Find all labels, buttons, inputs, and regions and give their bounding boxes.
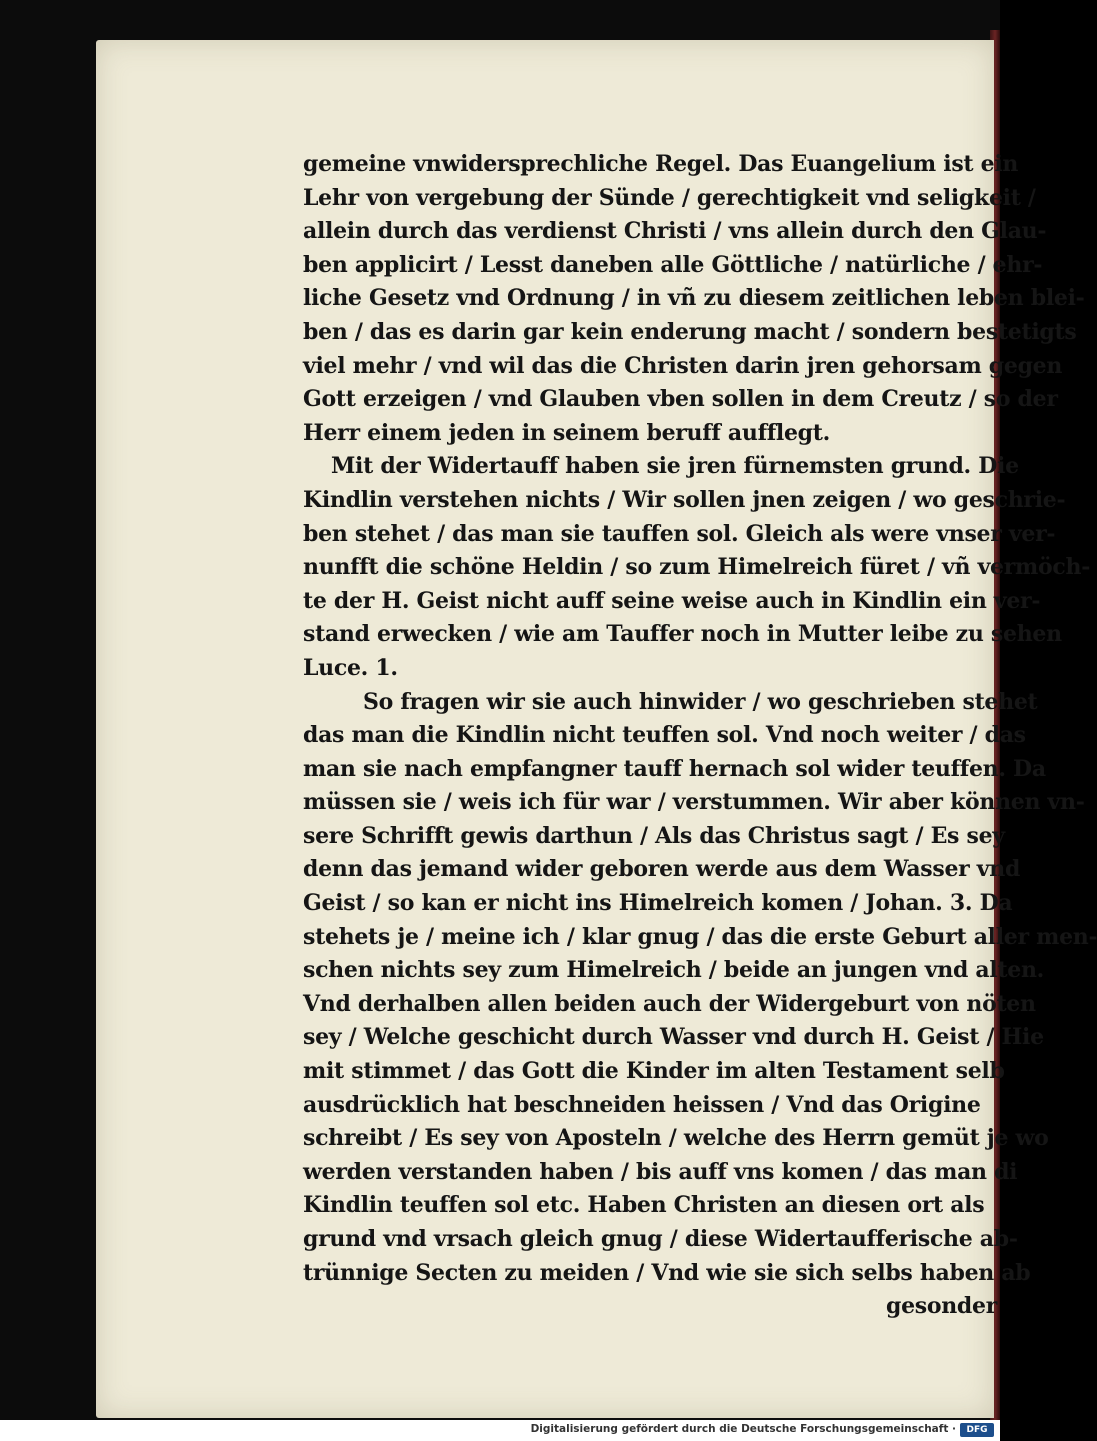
text-line: Mit der Widertauff haben sie jren fürnemsten grund. Die [331, 453, 1019, 480]
text-line: Kindlin teuffen sol etc. Haben Christen an diesen ort als [303, 1192, 985, 1219]
text-line: mit stimmet / das Gott die Kinder im alten Testament selb [303, 1058, 1005, 1085]
text-line: Geist / so kan er nicht ins Himelreich komen / Johan. 3. Da [303, 890, 1013, 917]
text-line: stand erwecken / wie am Tauffer noch in Mutter leibe zu sehen [303, 621, 1062, 648]
text-line: das man die Kindlin nicht teuffen sol. Vnd noch weiter / das [303, 722, 1026, 749]
text-line: Vnd derhalben allen beiden auch der Widergeburt von nöten [303, 990, 1036, 1017]
text-line: Gott erzeigen / vnd Glauben vben sollen in dem Creutz / so der [303, 386, 1058, 413]
book-page [96, 40, 1097, 1418]
text-line: Luce. 1. [303, 654, 398, 681]
text-line: werden verstanden haben / bis auff vns komen / das man di [303, 1158, 1018, 1185]
text-line: allein durch das verdienst Christi / vns allein durch den Glau- [303, 218, 1047, 245]
text-line: schreibt / Es sey von Aposteln / welche des Herrn gemüt je wo [303, 1125, 1049, 1152]
text-line: gemeine vnwidersprechliche Regel. Das Euangelium ist ein [303, 151, 1019, 177]
text-line: liche Gesetz vnd Ordnung / in vñ zu diesem zeitlichen leben blei- [303, 285, 1085, 312]
catchword: gesonder [885, 1293, 997, 1320]
text-line: ben / das es darin gar kein enderung macht / sondern bestetigts [303, 318, 1077, 345]
page-text-block [303, 148, 1097, 1324]
text-line: trünnige Secten zu meiden / Vnd wie sie sich selbs haben ab [303, 1259, 1031, 1286]
text-line: So fragen wir sie auch hinwider / wo geschrieben stehet [363, 688, 1038, 715]
text-line: sey / Welche geschicht durch Wasser vnd durch H. Geist / Hie [303, 1024, 1044, 1051]
text-line: te der H. Geist nicht auff seine weise auch in Kindlin ein ver- [303, 587, 1041, 614]
text-line: sere Schrifft gewis darthun / Als das Christus sagt / Es sey [303, 822, 1005, 849]
text-line: Herr einem jeden in seinem beruff aufflegt. [303, 419, 830, 446]
footer-credit: Digitalisierung gefördert durch die Deutsche Forschungsgemeinschaft · [530, 1423, 956, 1435]
text-line: denn das jemand wider geboren werde aus dem Wasser vnd [303, 856, 1021, 883]
text-line: nunfft die schöne Heldin / so zum Himelreich füret / vñ vermöch- [303, 554, 1091, 581]
text-line: man sie nach empfangner tauff hernach sol wider teuffen. Da [303, 755, 1046, 782]
text-line: ausdrücklich hat beschneiden heissen / Vnd das Origine [303, 1091, 981, 1118]
dfg-logo-icon: DFG [960, 1423, 994, 1437]
footer-bar [0, 1420, 1000, 1441]
text-line: ben stehet / das man sie tauffen sol. Gleich als were vnser ver- [303, 520, 1056, 547]
text-line: schen nichts sey zum Himelreich / beide an jungen vnd alten. [303, 957, 1045, 984]
text-line: müssen sie / weis ich für war / verstummen. Wir aber können vn- [303, 789, 1085, 816]
text-line: Kindlin verstehen nichts / Wir sollen jnen zeigen / wo geschrie- [303, 486, 1066, 513]
text-line: grund vnd vrsach gleich gnug / diese Widertaufferische ab- [303, 1226, 1018, 1252]
text-line: viel mehr / vnd wil das die Christen darin jren gehorsam gegen [303, 352, 1063, 379]
text-line: ben applicirt / Lesst daneben alle Göttliche / natürliche / ehr- [303, 251, 1043, 278]
text-line: stehets je / meine ich / klar gnug / das die erste Geburt aller men- [303, 923, 1097, 950]
text-line: Lehr von vergebung der Sünde / gerechtigkeit vnd seligkeit / [303, 184, 1036, 211]
